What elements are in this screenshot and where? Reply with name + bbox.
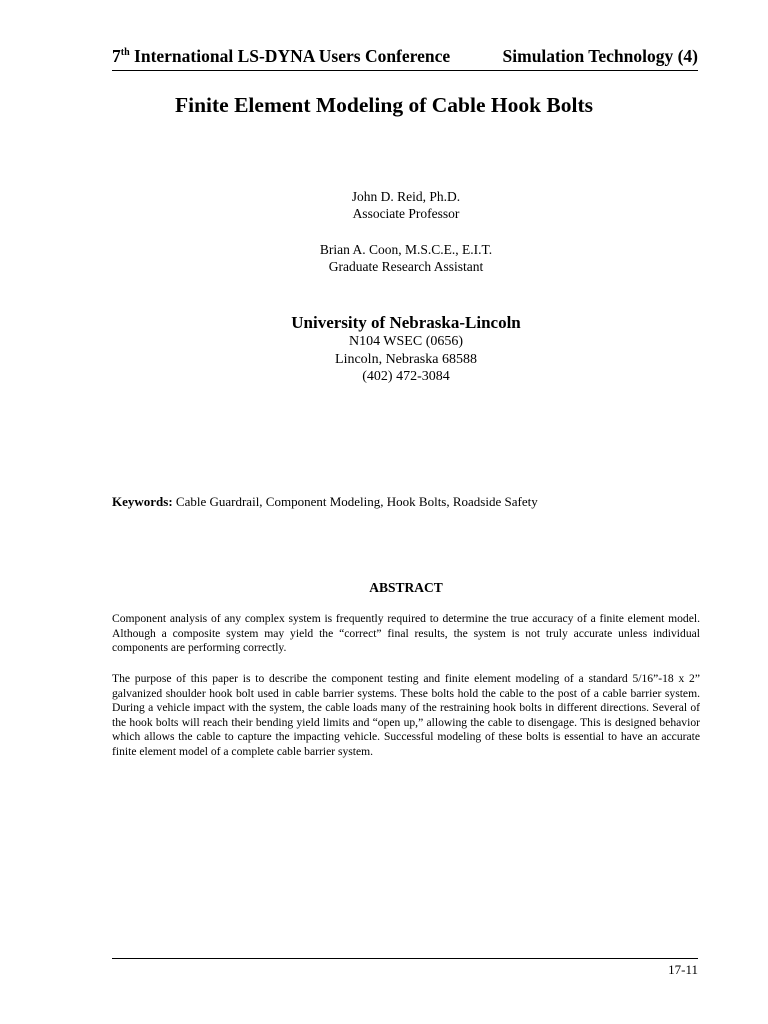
abstract-heading: ABSTRACT <box>369 580 443 595</box>
address-line-1: N104 WSEC (0656) <box>348 334 464 349</box>
author-block-1 <box>0 188 768 222</box>
page-number: 17-11 <box>668 962 698 977</box>
abstract-paragraph-1: Component analysis of any complex system is frequently required to determine the true accuracy of a finite element model. Although a composite system may yield the “correct” final results, the system is not truly accurate unless individual components are performing correctly. <box>112 612 700 655</box>
conference-number: 7 <box>112 46 121 66</box>
address-line-2: Lincoln, Nebraska 68588 <box>335 351 477 367</box>
section-name: Simulation Technology (4) <box>502 46 698 66</box>
conference-name <box>112 46 450 67</box>
phone-number: (402) 472-3084 <box>362 369 450 384</box>
institution-address <box>0 333 768 386</box>
footer-rule <box>112 958 698 959</box>
keywords-text: Cable Guardrail, Component Modeling, Hook Bolts, Roadside Safety <box>172 494 538 509</box>
author-block-2 <box>0 241 768 275</box>
conference-title: International LS-DYNA Users Conference <box>129 46 451 66</box>
abstract-paragraph-2: The purpose of this paper is to describe the component testing and finite element modeling of a standard 5/16”-18 x 2” galvanized shoulder hook bolt used in cable barrier systems. These bolts hold the cable to the post of a cable barrier system. During a vehicle impact with the system, the cable loads many of the restraining hook bolts in different directions. Several of the hook bolts will reach their bending yield limits and “open up,” allowing the cable to disengage. This is designed behavior which allows the cable to capture the impacting vehicle. Successful modeling of these bolts is essential to have an accurate finite element model of a complete cable barrier system. <box>112 672 700 758</box>
institution-name: University of Nebraska-Lincoln <box>291 313 521 332</box>
author-name: Brian A. Coon, M.S.C.E., E.I.T. <box>319 242 493 257</box>
running-header <box>112 44 698 71</box>
keywords-line <box>112 494 538 510</box>
author-role: Graduate Research Assistant <box>328 259 484 274</box>
author-name: John D. Reid, Ph.D. <box>351 189 461 204</box>
keywords-label: Keywords: <box>112 494 173 509</box>
author-role: Associate Professor <box>352 206 460 221</box>
conference-ordinal-suffix: th <box>120 47 130 59</box>
paper-title: Finite Element Modeling of Cable Hook Bolts <box>174 93 594 117</box>
